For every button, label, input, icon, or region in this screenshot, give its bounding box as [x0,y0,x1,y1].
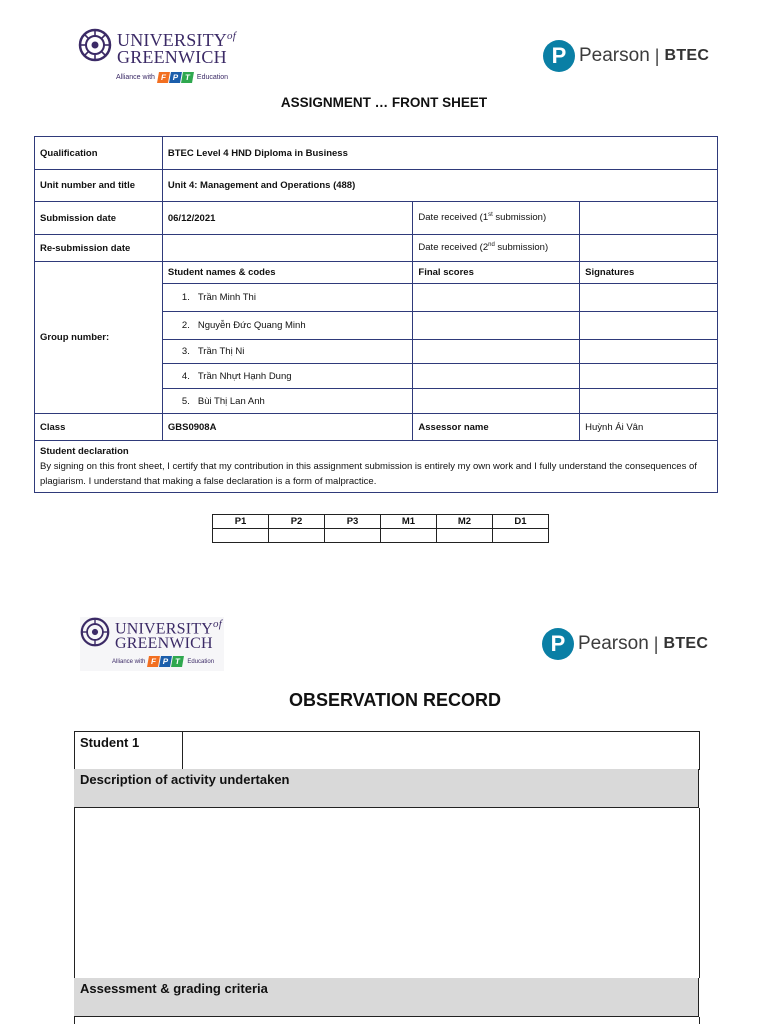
student-name: 1. Trần Minh Thi [162,284,413,312]
student-name: 5. Bùi Thị Lan Anh [162,389,413,414]
date-received-1-label: Date received (1st submission) [413,202,580,235]
pearson-btec-logo [543,40,709,72]
student-label: Student 1 [80,735,140,750]
assessor-value: Huỳnh Ái Vân [580,414,718,441]
declaration-text: By signing on this front sheet, I certify that my contribution in this assignment submission is entirely my own work and I fully understand the consequences of plagiarism. I understand that making a false declaration is a form of malpractice. [40,461,697,487]
date-received-2-label: Date received (2nd submission) [413,235,580,262]
university-of: of [227,30,236,42]
university-crest-icon [80,617,110,647]
class-row [35,414,718,441]
description-area[interactable] [74,808,700,978]
final-scores-header: Final scores [413,262,580,284]
btec-wordmark: BTEC [663,635,709,652]
declaration-row [35,441,718,493]
group-header-row [35,262,718,284]
btec-wordmark: BTEC [664,47,710,64]
class-value: GBS0908A [162,414,413,441]
fpt-letter-p: P [169,72,182,83]
fpt-letter-p: P [159,656,172,667]
grade-p2: P2 [269,515,325,529]
logo-separator: | [654,45,660,66]
grades-table [212,514,549,543]
pearson-p-icon: P [542,628,574,660]
date-received-1-value [580,202,718,235]
students-header: Student names & codes [162,262,413,284]
alliance-line [112,656,222,667]
grade-m1: M1 [381,515,437,529]
submission-row [35,202,718,235]
fpt-letter-t: T [171,656,184,667]
student-signature [580,312,718,340]
student-name: 3. Trần Thị Ni [162,340,413,364]
assessment-label: Assessment & grading criteria [80,981,268,996]
student-score [413,364,580,389]
grade-cell [381,529,437,543]
resubmission-label: Re-submission date [35,235,163,262]
student-signature [580,340,718,364]
pearson-p-icon: P [543,40,575,72]
university-logo-2 [80,617,224,671]
student-signature [580,284,718,312]
student-label-cell [74,731,183,770]
grade-cell [269,529,325,543]
qualification-row [35,137,718,170]
student-input[interactable] [182,731,700,770]
grade-d1: D1 [493,515,549,529]
university-logo [78,28,236,83]
assessor-label: Assessor name [413,414,580,441]
resubmission-value [162,235,413,262]
student-score [413,340,580,364]
university-name-line2: GREENWICH [117,47,227,67]
fpt-logo [158,72,194,83]
group-number-label: Group number: [35,262,163,414]
grades-header-row [213,515,549,529]
grade-cell [325,529,381,543]
university-name-line1: UNIVERSITY [115,620,213,638]
class-label: Class [35,414,163,441]
pearson-btec-logo-2 [542,628,708,660]
grades-value-row [213,529,549,543]
unit-row [35,170,718,202]
university-name-line1: UNIVERSITY [117,30,227,50]
alliance-prefix: Alliance with [112,658,146,665]
grade-m2: M2 [437,515,493,529]
grade-p3: P3 [325,515,381,529]
resubmission-row [35,235,718,262]
description-band [74,769,699,808]
alliance-prefix: Alliance with [116,74,155,81]
logo-separator: | [653,633,659,654]
date-received-2-value [580,235,718,262]
unit-value: Unit 4: Management and Operations (488) [162,170,717,202]
assessment-area[interactable] [74,1017,700,1024]
university-name-line2: GREENWICH [115,635,213,653]
student-name: 2. Nguyễn Đức Quang Minh [162,312,413,340]
alliance-suffix: Education [187,658,215,665]
grade-cell [493,529,549,543]
front-sheet-table [34,136,718,493]
pearson-wordmark: Pearson [579,45,650,66]
description-label: Description of activity undertaken [80,772,290,787]
assessment-band [74,978,699,1017]
qualification-value: BTEC Level 4 HND Diploma in Business [162,137,717,170]
fpt-letter-f: F [157,72,170,83]
pearson-wordmark: Pearson [578,633,649,654]
observation-title: OBSERVATION RECORD [288,690,502,710]
university-of: of [213,618,222,630]
alliance-line [116,72,236,83]
student-signature [580,389,718,414]
fpt-logo [148,656,184,667]
university-crest-icon [78,28,112,62]
fpt-letter-t: T [181,72,194,83]
fpt-letter-f: F [147,656,160,667]
student-score [413,389,580,414]
signatures-header: Signatures [580,262,718,284]
student-name: 4. Trần Nhựt Hạnh Dung [162,364,413,389]
qualification-label: Qualification [35,137,163,170]
student-signature [580,364,718,389]
grade-cell [213,529,269,543]
alliance-suffix: Education [196,74,229,81]
front-sheet-title: ASSIGNMENT … FRONT SHEET [280,95,488,110]
grade-cell [437,529,493,543]
submission-value: 06/12/2021 [162,202,413,235]
student-declaration [35,441,718,493]
unit-label: Unit number and title [35,170,163,202]
student-score [413,312,580,340]
grade-p1: P1 [213,515,269,529]
student-score [413,284,580,312]
declaration-title: Student declaration [40,446,129,457]
submission-label: Submission date [35,202,163,235]
